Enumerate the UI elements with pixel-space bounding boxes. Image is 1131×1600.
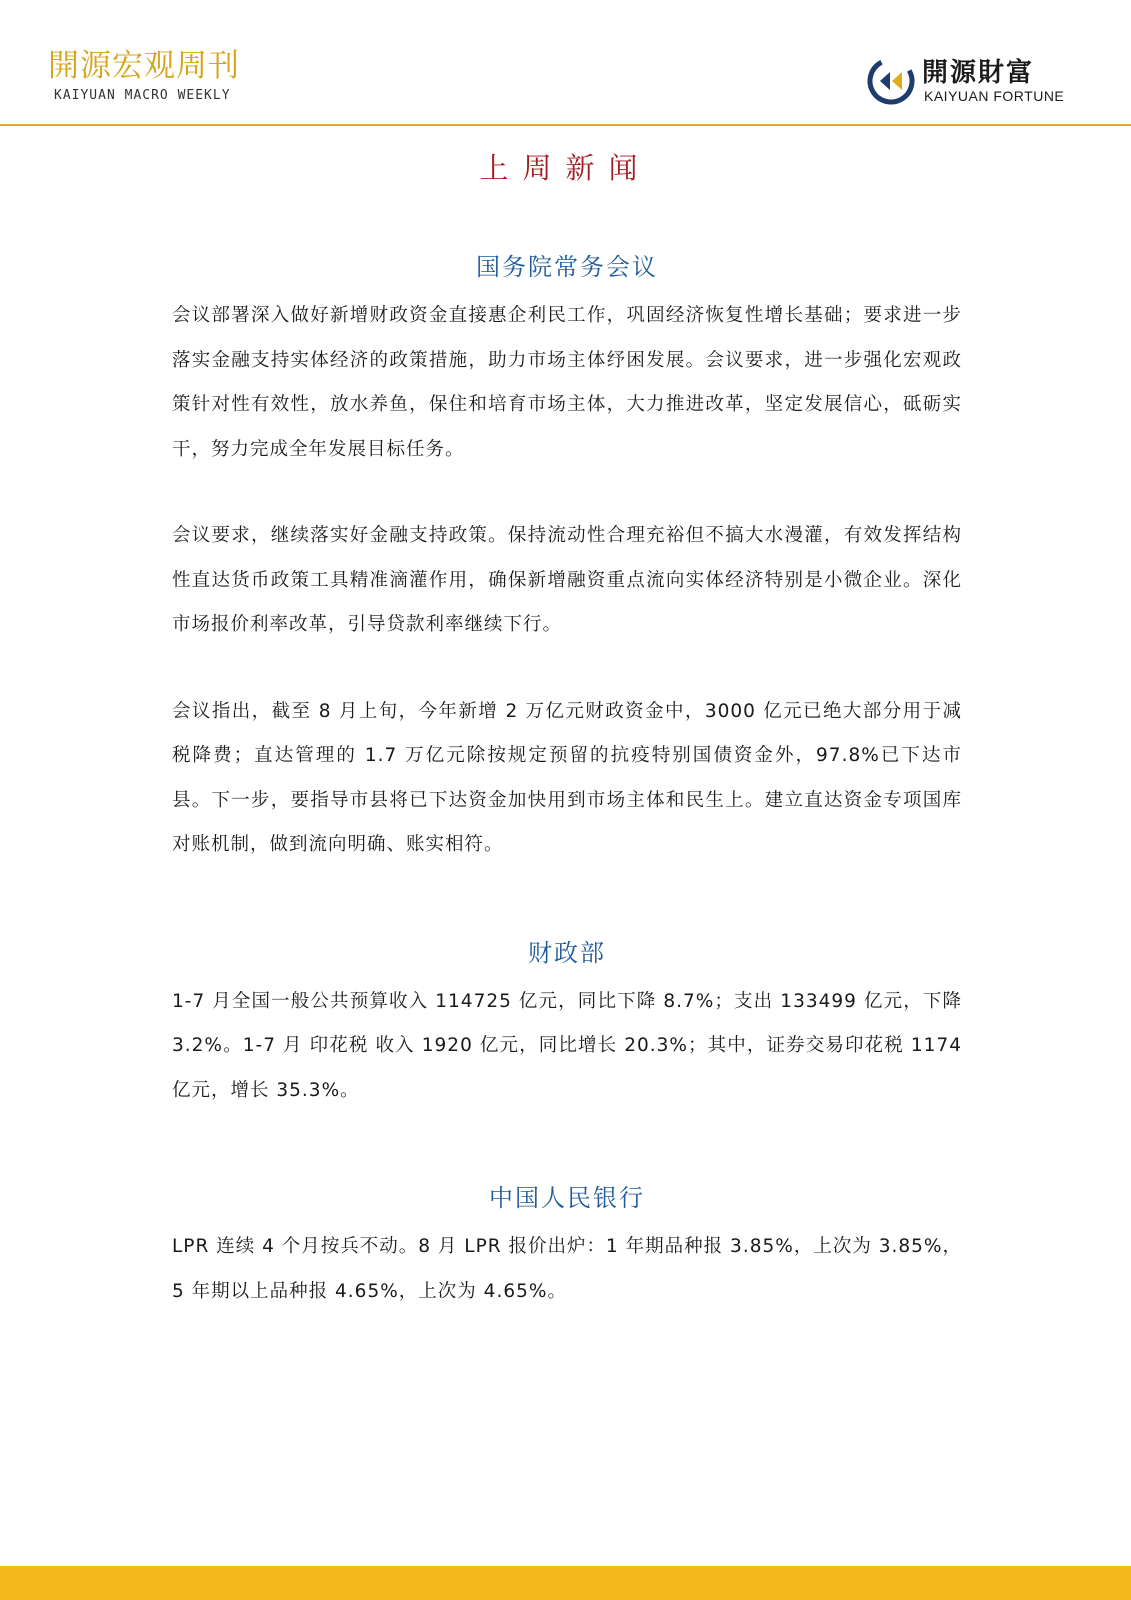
- footer-bar: [0, 1566, 1131, 1600]
- paragraph: LPR 连续 4 个月按兵不动。8 月 LPR 报价出炉：1 年期品种报 3.85%，上次为 3.85%，5 年期以上品种报 4.65%，上次为 4.65%。: [172, 1236, 962, 1302]
- section-title: 国务院常务会议: [476, 253, 658, 281]
- kaiyuan-logo-icon: [866, 56, 916, 106]
- paragraph: 1-7 月全国一般公共预算收入 114725 亿元，同比下降 8.7%；支出 133499 亿元，下降 3.2%。1-7 月 印花税 收入 1920 亿元，同比增长 20.3%；其中，证券交易印花税 1174 亿元，增长 35.3%。: [172, 990, 962, 1101]
- logo-english-name: KAIYUAN FORTUNE: [924, 88, 1065, 104]
- section-ministry-of-finance: [172, 926, 962, 1114]
- paragraph: 会议指出，截至 8 月上旬，今年新增 2 万亿元财政资金中，3000 亿元已绝大部分用于减税降费；直达管理的 1.7 万亿元除按规定预留的抗疫特别国债资金外，97.8%已下达市县。下一步，要指导市县将已下达资金加快用到市场主体和民生上。建立直达资金专项国库对账机制，做到流向明确、账实相符。: [172, 700, 962, 855]
- brand-subtitle: KAIYUAN MACRO WEEKLY: [54, 88, 231, 103]
- section-peoples-bank: [172, 1171, 962, 1314]
- section-title: 财政部: [528, 938, 606, 967]
- header-divider: [0, 124, 1131, 126]
- brand-title: 開源宏观周刊: [48, 48, 240, 84]
- section-state-council: [172, 240, 962, 868]
- page-title: 上周新闻: [479, 151, 652, 185]
- section-title: 中国人民银行: [489, 1184, 645, 1212]
- paragraph: 会议部署深入做好新增财政资金直接惠企利民工作，巩固经济恢复性增长基础；要求进一步落实金融支持实体经济的政策措施，助力市场主体纾困发展。会议要求，进一步强化宏观政策针对性有效性，放水养鱼，保住和培育市场主体，大力推进改革，坚定发展信心，砥砺实干，努力完成全年发展目标任务。: [172, 305, 962, 460]
- page-header: [0, 0, 1131, 126]
- paragraph: 会议要求，继续落实好金融支持政策。保持流动性合理充裕但不搞大水漫灌，有效发挥结构性直达货币政策工具精准滴灌作用，确保新增融资重点流向实体经济特别是小微企业。深化市场报价利率改革，引导贷款利率继续下行。: [172, 525, 962, 635]
- kaiyuan-logo: [866, 52, 1086, 110]
- news-content: [172, 240, 962, 1314]
- logo-chinese-name: 開源財富: [922, 58, 1035, 88]
